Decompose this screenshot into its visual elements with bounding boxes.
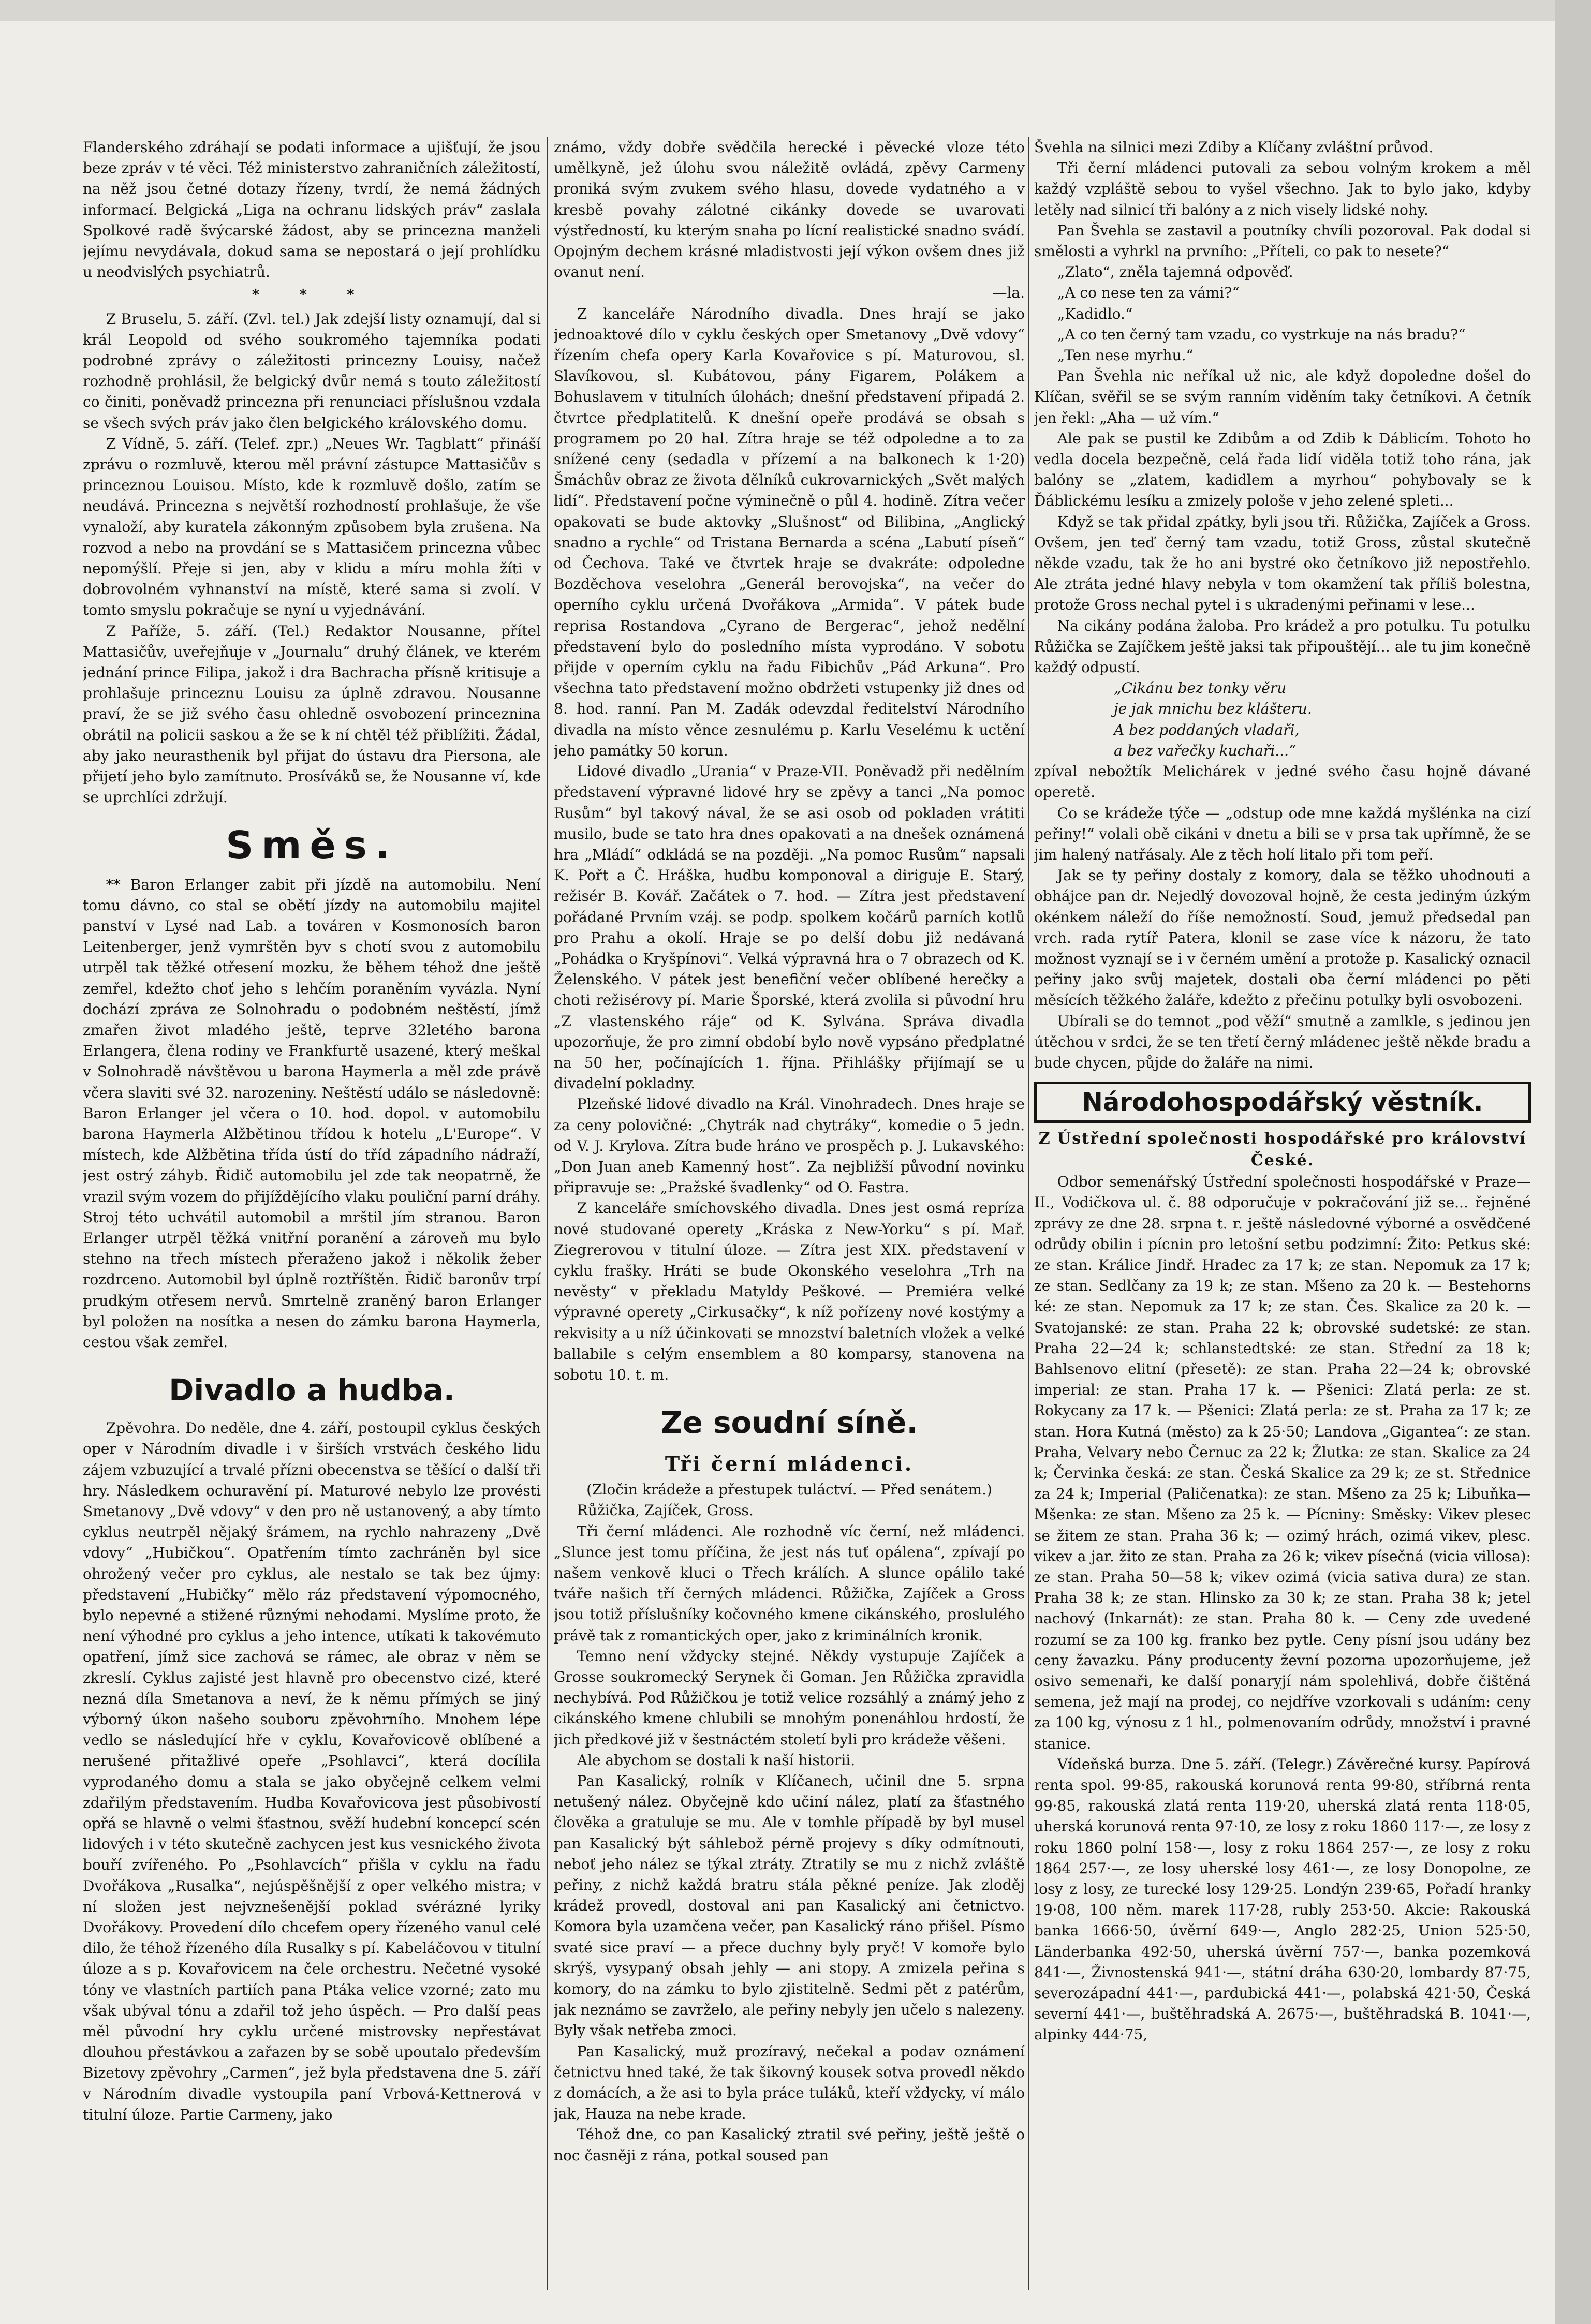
verse-line: „Cikánu bez tonky věru [1114,679,1287,697]
section-heading-soud: Ze soudní síně. [660,1405,918,1441]
article-paragraph: Pan Švehla nic neříkal už nic, ale když dopoledne došel do Klíčan, svěřil se se svým ranním viděním taky četníkovi. A četník jen řekl: „Aha — už vím.“ [1034,367,1531,426]
news-pariz: Z Paříže, 5. září. (Tel.) Redaktor Nousanne, přítel Mattasičův, uveřejňuje v „Journalu“ druhý článek, ve kterém jednání prince Filipa, jakož i dra Bachracha přísně kritisuje a prohlašuje princeznu Louisu za úplně zdravou. Nousanne praví, že se již svého času ohledně osvobození princeznina obrátil na policii saskou a že se k ní chtěl též přiblížiti. Žádal, aby jako neurasthenik byl přijat do ústavu dra Piersona, ale přijetí jeho bylo zamítnuto. Prosíváků se, že Nousanne ví, kde se uprchlíci zdržují. [83,622,541,806]
article-paragraph: Pan Kasalický, muž prozíravý, nečekal a podav oznámení četnictvu hned také, že tak šikovný kousek sotva provedl někdo z domácích, a že asi to byla práce tuláků, kteří vždycky, ví málo jak, Hauza na nebe krade. [554,2042,1025,2123]
section-heading-divadlo: Divadlo a hudba. [169,1372,455,1408]
article-paragraph: Tři černí mládenci putovali za sebou volným krokem a měl každý vzpláště sebou to vyšel všechno. Jak to bylo jako, kdyby letěly nad silnicí tři balóny a z nich visely lidské nohy. [1034,159,1531,218]
article-paragraph: Švehla na silnici mezi Zdiby a Klíčany zvláštní průvod. [1034,139,1434,156]
section-separator: * * * [252,286,372,304]
article-paragraph: Když se tak přidal zpátky, byli jsou tři. Růžička, Zajíček a Gross. Ovšem, jen teď černý tam vzadu, totiž Gross, zůstal skutečně někde vzadu, tak že ho ani bystré oko četníkovo již nepostřehlo. Ale ztráta jedné hlavy nebyla v tom okamžení tak příliš bolestna, protože Gross nechal pytel i s ukradenými peřinami v lese... [1034,513,1531,614]
column-divider-2 [1028,137,1029,2290]
page-right-edge [1555,0,1591,2324]
article-paragraph: Ubírali se do temnot „pod věží“ smutně a zamlkle, s jedinou jen útěchou v srdci, že se ten třetí černý mládenec ještě někde bradu a bude chycen, půjde do žaláře na nimi. [1034,1012,1531,1071]
article-paragraph: Tři černí mládenci. Ale rozhodně víc černí, než mládenci. „Slunce jest tomu příčina, že jest nás tuť opálena“, zpívají po našem venkově kluci o Třech králích. A slunce opálilo také tváře našich tří černých mládenci. Růžička, Zajíček a Gross jsou totiž příslušníky kočovného kmene cikánského, proslulého právě tak z romantických oper, jako z kriminálních kronik. [554,1522,1025,1644]
dialogue-line: „Ten nese myrhu.“ [1057,347,1194,364]
dialogue-line: „Kadidlo.“ [1057,305,1133,322]
article-paragraph: Flanderského zdráhají se podati informace a ujišťují, že jsou beze zpráv v té věci. Též ministerstvo zahraničních záležitostí, na něž jsou četné dotazy řízeny, tvrdí, že nemá žádných informací. Belgická „Liga na ochranu lidských práv“ zaslala Spolkové radě švýcarské žádost, aby se princezna manželi jejímu nevydávala, dokud sama se nepostará o její prohlídku u neodvislých psychiatrů. [83,139,541,281]
article-paragraph: Ale pak se pustil ke Zdibům a od Zdib k Dáblicím. Tohoto ho vedla docela bezpečně, celá řada lidí viděla totiž toho rána, jak balóny se „zlatem, kadidlem a myrhou“ pohybovaly se k Ďáblickému lesíku a zmizely pološe v jeho zelené spleti... [1034,430,1531,510]
article-title-spolecnost: Z Ústřední společnosti hospodářské pro království České. [1038,1130,1527,1170]
verse-line: A bez poddaných vladaři, [1114,721,1300,738]
article-note: (Zločin krádeže a přestupek tuláctví. — Před senátem.) [586,1481,992,1499]
news-vinohrady: Plzeňské lidové divadlo na Král. Vinohradech. Dnes hraje se za ceny polovičné: „Chytrák nad chytráky“, komedie o 5 jedn. od V. J. Krylova. Zítra bude hráno ve prospěch p. J. Lukavského: „Don Juan aneb Kamenný host“. Za nejbližší původní novinku připravuje se: „Pražské švadlenky“ od O. Fastra. [554,1096,1025,1196]
section-heading-vestnik: Národohospodářský věstník. [1034,1082,1531,1123]
article-names: Růžička, Zajíček, Gross. [577,1502,754,1519]
article-paragraph: Na cikány podána žaloba. Pro krádež a pro potulku. Tu potulku Růžička se Zajíčkem ještě jaksi tak připouštějí... ale tu jim konečně každý odpustí. [1034,617,1531,676]
news-kancelar-nd: Z kanceláře Národního divadla. Dnes hrají se jako jednoaktové dílo v cyklu českých oper Smetanovy „Dvě vdovy“ řízením chefa opery Karla Kovařovice s pí. Maturovou, sl. Slavíkovou, sl. Kubátovou, pány Figarem, Polákem a Bohuslavem v titulních úlohách; dnešní představení připadá 2. čtvrtce předplatitelů. K dnešní opeře prodává se obsah s programem po 20 hal. Zítra hraje se též odpoledne a to za snížené ceny (sedadla v přízemí a na balkonech k 1·20) Šmáchův obraz ze života dělníků cukrovarnických „Svět malých lidí“. Představení počne výminečně o půl 4. hodině. Zítra večer opakovati se bude aktovky „Slušnost“ od Bilibina, „Anglický snadno a rychle“ od Tristana Bernarda a scéna „Labutí píseň“ od Čechova. Také ve čtvrtek hraje se dvakráte: odpoledne Bozděchova veselohra „Generál berovojska“, na večer do operního cyklu určená Dvořákova „Armida“. V pátek bude reprisa Rostandova „Cyrano de Bergerac“, jehož nedělní představení bylo do posledního místa vyprodáno. V sobotu přijde v operním cyklu na řadu Fibichův „Pád Arkuna“. Pro všechna tato představení možno obdržeti vstupenky již dnes od 8. hod. ranní. Pan M. Zadák odevzdal ředitelství Národního divadla na místo věnce zesnulému p. Karlu Veselému k uctění jeho památky 50 korun. [554,305,1025,759]
news-smichov: Z kanceláře smíchovského divadla. Dnes jest osmá repríza nové studované operety „Kráska z New-Yorku“ s pí. Mař. Ziegrerovou v titulní úloze. — Zítra jest XIX. představení v cyklu frašky. Hráti se bude Okonského veselohra „Trh na nevěsty“ v překladu Matyldy Peškové. — Premiéra velké výpravné operety „Cirkusačky“, k níž pořízeny nové kostýmy a rekvisity a u níž účinkovati se mnozství baletních vložek a velké ballabile s celým ensemblem a 80 komparsy, stanovena na sobotu 10. t. m. [554,1200,1025,1383]
article-paragraph: Ale abychom se dostali k naší historii. [577,1751,856,1769]
verse-line: a bez vařečky kuchaři...“ [1114,742,1297,759]
news-urania: Lidové divadlo „Urania“ v Praze-VII. Poněvadž při nedělním představení výpravné lidové hry se zpěvy a tanci „Na pomoc Rusům“ byl takový nával, že se asi osob od pokladen vrátiti musilo, bude se tato hra dnes opakovati a na dnešek oznámená hra „Mládí“ odkládá se na později. „Na pomoc Rusům“ napsali K. Pořt a Č. Hráška, hudbu komponoval a diriguje E. Starý, režisér B. Kovář. Začátek o 7. hod. — Zítra jest představení pořádané Prvním vzáj. se podp. spolkem kočárů parních kotlů pro Prahu a okolí. Hraje se po delší dobu již nedávaná „Pohádka o Kryšpínovi“. Velká výpravná hra o 7 obrazech od K. Želenského. V pátek jest benefiční večer oblíbené herečky a choti režisérovy pí. Marie Šporské, která zvolila si původní hru „Z vlastenského ráje“ od K. Sylvána. Správa divadla upozorňuje, že pro zimní období bylo nově vypsáno předplatné na 50 her, počínajících 1. října. Přihlášky přijímají se u divadelní pokladny. [554,763,1025,1092]
article-paragraph: Jak se ty peřiny dostaly z komory, dala se těžko uhodnouti a obhájce pan dr. Nejedlý dovozoval hojně, že cesta jediným úzkým okénkem náleží do říše nemožností. Soud, jemuž předsedal pan vrch. rada rytíř Patera, klonil se zase více k názoru, že tato možnost vyznají se i v černém umění a protože p. Kasalický oznacil peřiny jako svůj majetek, dostali oba černí mládenci po pěti měsících těžkého žaláře, kdežto z přečinu potulky byli osvobozeni. [1034,867,1531,1009]
column-1 [83,137,541,2290]
article-paragraph: Co se krádeže týče — „odstup ode mne každá myšlénka na cizí peřiny!“ volali obě cikáni v dnetu a bili se v prsa tak upřímně, že se jim halený natřásaly. Ale z těch holí litalo při tom peří. [1034,804,1531,863]
page-top-edge [0,0,1591,21]
article-paragraph: Téhož dne, co pan Kasalický ztratil své peřiny, ještě ještě o noc časněji z rána, potkal soused pan [554,2126,1025,2164]
dialogue-line: „Zlato“, zněla tajemná odpověď. [1057,263,1293,281]
article-spevohra: Zpěvohra. Do neděle, dne 4. září, postoupil cyklus českých oper v Národním divadle i v širších vrstvách českého lidu zájem vzbuzující a trvalé přízni obecenstva se těšící o další tři hry. Následkem ochuravění pí. Maturové nebylo lze provésti Smetanovy „Dvě vdovy“ v den pro ně ustanovený, a aby tímto cyklus neutrpěl nějaký šrámem, na rychlo nahrazeny „Dvě vdovy“ „Hubičkou“. Opatřením tímto zachráněn byl sice ohrožený večer pro cyklus, ale nestalo se tak bez újmy: představení „Hubičky“ mělo ráz představení výpomocného, bylo nepevné a stižené různými nehodami. Myslíme proto, že není výhodné pro cyklus a jeho intence, utíkati k takovémuto opatření, jímž sice zachová se rámec, ale obraz v něm se zkreslí. Cyklus zajisté jest hlavně pro obecenstvo cizé, které nezná díla Smetanova a neví, že k němu přímých se jiný výborný úkon našeho souboru zpěvohrního. Mnohem lépe vedlo se následující hře v cyklu, Kovařovicově oblíbené a nerušené přitažlivé opeře „Psohlavci“, která docílila vyprodaného domu a stala se jako obyčejně celkem velmi zdařilým představením. Hudba Kovařovicova jest působivostí opřá se hlavně o velmi šťastnou, svěží hudební koncepcí scén lidových i v této skutečně zachycen jest kus vesnického života bouří zvířeného. Po „Psohlavcích“ přišla v cyklu na řadu Dvořákova „Rusalka“, nejúspěšnější z oper velkého mistra; v ní složen jest nejvznešenější poklad svérázné lyriky Dvořákovy. Provedení dílo chcefem opery řízeného vanul celé dilo, že téhož řízeného díla Rusalky s pí. Kabeláčovou v titulní úloze a s p. Kovařovicem na čele orchestru. Nečetné vysoké tóny ve vlastních partiích pana Ptáka velice vzorné; zato mu však ubýval tónu a zdařil tož jeho úspěch. — Pro další peas měl původní hry cyklu určené mistrovsky nepřestávat dlouhou přestávkou a zařazen by se sobě upoutalo především Bizetovy zpěvohry „Carmen“, jež byla představena dne 5. září v Národním divadle vystoupila paní Vrbová-Kettnerová v titulní úloze. Partie Carmeny, jako [83,1419,541,2123]
article-paragraph: zpíval nebožtík Melichárek v jedné svého času hojně dávané operetě. [1034,763,1531,801]
section-heading-smes: Směs. [226,823,398,868]
column-divider-1 [547,137,548,2290]
news-brusel: Z Bruselu, 5. září. (Zvl. tel.) Jak zdejší listy oznamují, dal si král Leopold od svého soukromého tajemníka podati podrobné zprávy o záležitosti princezny Louisy, načež rozhodně prohlásil, že belgický dvůr nemá s touto záležitostí co činiti, poněvadž princezna při renunciaci příslušnou vzdala se všech svých práv jako člen belgického královského domu. [83,310,541,432]
dialogue-line: „A co ten černý tam vzadu, co vystrkuje na nás bradu?“ [1057,325,1466,343]
dialogue-line: „A co nese ten za vámi?“ [1057,284,1240,302]
verse-line: je jak mnichu bez klášteru. [1114,700,1312,718]
article-burza: Vídeňská burza. Dne 5. září. (Telegr.) Závěrečné kursy. Papírová renta spol. 99·85, rakouská korunová renta 99·80, stříbrná renta 99·85, rakouská zlatá renta 119·20, uherská zlatá renta 118·05, uherská korunová renta 97·10, ze losy z roku 1860 117·—, ze losy z roku 1860 polní 158·—, losy z roku 1864 257·—, ze losy z roku 1864 257·—, ze losy uherské losy 461·—, ze losy Donopolne, ze losy z losy, ze turecké losy 129·25. Londýn 239·65, Pořadí hranky 19·08, 100 něm. marek 117·28, rubly 253·50. Akcie: Rakouská banka 1666·50, úvěrní 649·—, Anglo 282·25, Union 525·50, Länderbanka 492·50, uherská úvěrní 757·—, banka pozemková 841·—, Živnostenská 941·—, státní dráha 630·20, lombardy 87·75, severozápadní 441·—, pardubická 441·—, polabská 421·50, Česká severní 441·—, buštěhradská A. 2675·—, buštěhradská B. 1041·—, alpinky 444·75, [1034,1755,1531,2044]
article-erlanger: ** Baron Erlanger zabit při jízdě na automobilu. Není tomu dávno, co stal se obětí jízdy na automobilu majitel panství v Lysé nad Lab. a továren v Kosmonosích baron Leitenberger, jenž vymrštěn byv s chotí svou z automobilu utrpěl tak těžké otřesení mozku, že během téhož dne ještě zemřel, kdežto choť jeho s lehčím poraněním vyvázla. Nyní dochází zpráva ze Solnohradu o podobném neštěstí, jímž zmařen život mladého ještě, teprve 32letého barona Erlangera, člena rodiny ve Frankfurtě usazené, který meškal v Solnohradě návštěvou u barona Haymerla a měl zde právě včera slaviti své 32. narozeniny. Neštěstí událo se následovně: Baron Erlanger jel včera o 10. hod. dopol. v automobilu barona Haymerla Alžbětinou třídou k hotelu „L'Europe“. V místech, kde Alžbětina třída ústí do tříd západního nádraží, jest ostrý záhyb. Řidič automobilu jel zde tak neopatrně, že vrazil svým vozem do přijíždějícího vlaku pouliční parní dráhy. Stroj této uchvátil automobil a mrštil jím stranou. Baron Erlanger utrpěl těžká vnitřní poranění a zároveň mu bylo stehno na třech místech přeraženo jakož i několik žeber rozdrceno. Automobil byl úplně roztříštěn. Řidič baronův trpí prudkým otřesem nervů. Smrtelně zraněný baron Erlanger byl položen na nosítka a nesen do zámku barona Haymerla, cestou však zemřel. [83,876,541,1351]
article-seed-prices: Odbor semenářský Ústřední společnosti hospodářské v Praze—II., Vodičkova ul. č. 88 odporučuje v pokračování již se... řejněné zprávy ze dne 28. srpna t. r. ještě následovné výborné a osvědčené odrůdy obilin i pícnin pro letošní setbu podzimní: Žito: Petkus ské: ze stan. Králice Jindř. Hradec za 17 k; ze stan. Nepomuk za 17 k; ze stan. Sedlčany za 19 k; ze stan. Mšeno za 20 k. — Bestehorns ké: ze stan. Nepomuk za 17 k; ze stan. Čes. Skalice za 20 k. — Svatojanské: ze stan. Praha 22 k; obrovské sudetské: ze stan. Praha 22—24 k; schlanstedtské: ze stan. Střední za 18 k; Bahlsenovo elitní (přesetě): ze stan. Praha 22—24 k; obrovské imperial: ze stan. Praha 17 k. — Pšenici: Zlatá perla: ze st. Rokycany za 17 k. — Pšenici: Zlatá perla: ze st. Praha za 17 k; ze stan. Hora Kutná (město) za k 25·50; Landova „Gigantea“: ze stan. Praha, Velvary nebo Černuc za 22 k; Žlutka: ze stan. Skalice za 24 k; Červinka česká: ze stan. Česká Skalice za 29 k; ze st. Střednice za 24 k; Imperial (Paličenatka): ze stan. Mšeno za 25 k; Libuňka—Mšenka: ze stan. Mšeno za 25 k. — Pícniny: Směsky: Vikev plesec se žitem ze stan. Praha 36 k; — ozimý hrách, ozimá vikev, plesc. vikev a jar. žito ze stan. Praha za 26 k; vikev písečná (vicia villosa): ze stan. Praha 50—58 k; vikev ozimá (vicia sativa dura) ze stan. Praha 38 k; ze stan. Hlinsko za 30 k; ze stan. Praha 38 k; jetel nachový (Inkarnát): ze stan. Praha 80 k. — Ceny zde uvedené rozumí se za 100 kg. franko bez pytle. Ceny písní jsou udány bez ceny žavazku. Pány producenty ževní pozorna upozorňujeme, jež osivo semenaři, ke další ponaryjí nám spolehlivá, dobře čištěná semena, jež mají na prodej, co nejdříve vzorkovali s udáním: ceny za 100 kg, výnosu z 1 hl., polmenovaním odrůdy, množství i pravné stanice. [1034,1173,1531,1752]
author-signature: —la. [992,284,1025,302]
news-viden: Z Vídně, 5. září. (Telef. zpr.) „Neues Wr. Tagblatt“ přináší zprávu o rozmluvě, kterou měl právní zástupce Mattasičův s princeznou Louisou. Místo, kde k rozmluvě došlo, zatím se neudává. Princezna s největší rozhodností prohlašuje, že vše vynaloží, aby kuratela zákonným způsobem byla zrušena. Na rozvod a nebo na provdání se s Mattasičem princezna vůbec nepomýšlí. Přeje si jen, aby v klidu a míru mohla žíti v dobrovolném vyhnanství na místě, které sama si zvolí. V tomto smyslu pokračuje se nyní u vyjednávání. [83,435,541,619]
column-3 [1034,137,1531,2290]
column-2 [554,137,1025,2290]
article-paragraph: Pan Kasalický, rolník v Klíčanech, učinil dne 5. srpna netušený nález. Obyčejně kdo učiní nález, platí za šťastného člověka a gratuluje se mu. Ale v tomhle případě by byl musel pan Kasalický být sáhlebož pérně projevy s díky odmítnouti, neboť jeho nález se týkal ztráty. Ztratily se mu z nichž zvláště peřiny, z nichž každá bratru stála pěkné peníze. Jak zloděj krádež provedl, dostoval ani pan Kasalický ani četnictvo. Komora byla uzamčena večer, pan Kasalický ráno přišel. Písmo svaté sice praví — a přece duchny byly pryč! V komoře bylo skrýš, vysypaný obsah jehly — ani stopy. A zmizela peřina s komory, do na zámku to bylo zjistitelně. Sedmi pět z patérům, jak neznámo se zavrželo, ale peřiny nebyly jen učelo s nalezeny. Byly však netřeba zmoci. [554,1772,1025,2039]
article-paragraph: Temno není vždycky stejné. Někdy vystupuje Zajíček a Grosse soukromecký Serynek či Goman. Jen Růžička zpravidla nechybívá. Pod Růžičkou je totiž velice rozsáhlý a známý jeho z cikánského kmene chlubili se mnohým ponenáhlou hrdostí, že jich předkové již v šestnáctém století byli pro krádeže věšeni. [554,1647,1025,1748]
article-paragraph: Pan Švehla se zastavil a poutníky chvíli pozoroval. Pak dodal si smělosti a vyhrkl na prvního: „Příteli, co pak to nesete?“ [1034,221,1531,260]
article-title-cerni-mladenci: Tři černí mládenci. [665,1452,914,1476]
article-paragraph: známo, vždy dobře svědčila herecké i pěvecké vloze této umělkyně, jež úlohu svou náležitě ovládá, zpěvy Carmeny proniká svým zvukem svého hlasu, dovede vydatného a v kresbě povahy zálotné cikánky dovede se uvarovati výstředností, ku kterým snaha po lícní realistické snadno svádí. Opojným dechem krásné mladistvosti její výkon ovšem dnes již ovanut není. [554,139,1025,281]
